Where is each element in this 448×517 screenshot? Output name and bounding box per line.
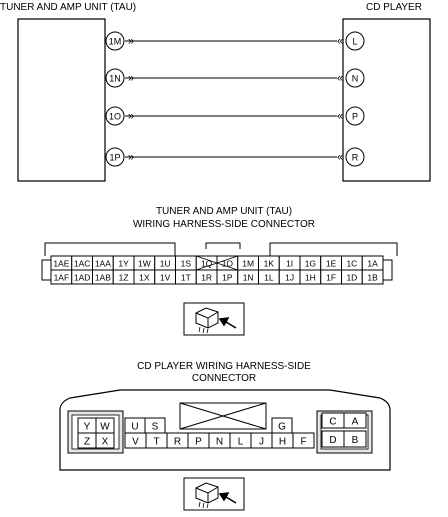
cd-pin-label: B bbox=[351, 435, 359, 446]
connection-1P-R bbox=[106, 148, 364, 166]
tau-pin-label: 1AE bbox=[53, 258, 70, 269]
tau-left-tab bbox=[42, 260, 51, 280]
tau-connector-title-1: TUNER AND AMP UNIT (TAU) bbox=[155, 206, 293, 217]
cd-pin-label: H bbox=[278, 436, 287, 448]
cd-terminal-label: L bbox=[352, 36, 358, 47]
cd-pin-label: R bbox=[173, 436, 182, 448]
tau-terminal-label: 1M bbox=[108, 36, 122, 47]
tau-connector-outline bbox=[45, 243, 397, 256]
cd-connector-title-1: CD PLAYER WIRING HARNESS-SIDE bbox=[137, 361, 311, 372]
tau-terminal-label: 1P bbox=[109, 152, 121, 163]
tau-side-arrow: » bbox=[127, 35, 135, 48]
connector-view-icon bbox=[184, 478, 244, 510]
tau-pin-label: 1D bbox=[346, 272, 358, 283]
tau-pin-label: 1N bbox=[242, 272, 254, 283]
connection-1M-L bbox=[106, 32, 364, 50]
cd-terminal-label: N bbox=[351, 73, 359, 84]
tau-side-arrow: » bbox=[127, 110, 135, 123]
tau-unit-label: TUNER AND AMP UNIT (TAU) bbox=[0, 2, 137, 13]
cd-pin-label: A bbox=[351, 416, 359, 428]
tau-unit-box bbox=[18, 19, 105, 181]
connection-1O-P bbox=[106, 107, 364, 125]
tau-pin-label: 1B bbox=[367, 272, 378, 283]
cd-pin-label: W bbox=[100, 421, 110, 433]
tau-pin-label: 1H bbox=[304, 272, 316, 283]
tau-pin-label: 1E bbox=[325, 258, 337, 269]
tau-pin-label: 1C bbox=[346, 258, 358, 269]
cd-pin-label: X bbox=[101, 436, 109, 448]
tau-pin-label: 1G bbox=[304, 258, 317, 269]
cd-terminal-label: R bbox=[351, 152, 359, 163]
cd-player-unit-label: CD PLAYER bbox=[366, 2, 422, 13]
tau-side-arrow: » bbox=[127, 151, 135, 164]
cd-side-arrow: « bbox=[336, 72, 344, 85]
cd-pin-label: G bbox=[278, 421, 286, 433]
tau-connector-title-2: WIRING HARNESS-SIDE CONNECTOR bbox=[132, 219, 316, 230]
tau-pin-label: 1P bbox=[222, 272, 233, 283]
tau-pin-label: 1Z bbox=[118, 272, 129, 283]
cd-pin-label: L bbox=[237, 436, 244, 448]
cd-pin-label: N bbox=[215, 436, 224, 448]
cd-connector-title-2: CONNECTOR bbox=[191, 373, 257, 384]
tau-pin-label: 1A bbox=[367, 258, 378, 269]
tau-pin-label: 1L bbox=[264, 272, 274, 283]
connector-view-icon bbox=[184, 303, 244, 335]
tau-pin-label: 1K bbox=[263, 258, 275, 269]
tau-pin-label: 1I bbox=[286, 258, 294, 269]
tau-terminal-label: 1N bbox=[109, 73, 121, 84]
cd-pin-label: P bbox=[195, 436, 202, 448]
tau-pin-label: 1S bbox=[180, 258, 192, 269]
tau-pin-label: 1AC bbox=[73, 258, 91, 269]
tau-side-arrow: » bbox=[127, 72, 135, 85]
cd-pin-label: Y bbox=[83, 421, 91, 433]
tau-pin-label: 1J bbox=[285, 272, 295, 283]
tau-terminal-label: 1O bbox=[108, 111, 122, 122]
cd-terminal-label: P bbox=[351, 111, 359, 122]
tau-pin-label: 1T bbox=[180, 272, 191, 283]
cd-pin-label: F bbox=[300, 436, 307, 448]
cd-pin-label: J bbox=[259, 436, 264, 448]
tau-pin-label: 1M bbox=[242, 258, 255, 269]
tau-pin-label: 1X bbox=[139, 272, 150, 283]
tau-pin-label: 1Y bbox=[118, 258, 129, 269]
cd-pin-label: C bbox=[329, 416, 337, 428]
cd-pin-label: V bbox=[132, 436, 139, 448]
cd-pin-label: Z bbox=[83, 436, 91, 448]
tau-connector-pins bbox=[42, 256, 392, 284]
tau-pin-label: 1F bbox=[326, 272, 337, 283]
cd-side-arrow: « bbox=[336, 110, 344, 123]
connection-lines bbox=[106, 32, 364, 166]
tau-right-tab bbox=[383, 260, 392, 280]
tau-pin-label: 1AF bbox=[53, 272, 70, 283]
tau-pin-label: 1R bbox=[201, 272, 213, 283]
tau-pin-label: 1W bbox=[138, 258, 151, 269]
cd-pin-label: U bbox=[131, 421, 139, 433]
cd-pin-label: T bbox=[153, 436, 160, 448]
tau-pin-label: 1AD bbox=[73, 272, 91, 283]
cd-pin-label: D bbox=[329, 435, 337, 446]
cd-side-arrow: « bbox=[336, 151, 344, 164]
tau-pin-label: 1Q bbox=[200, 258, 213, 269]
tau-pin-label: 1AB bbox=[94, 272, 111, 283]
cd-side-arrow: « bbox=[336, 35, 344, 48]
cd-pin-label: S bbox=[151, 421, 159, 433]
tau-pin-label: 1AA bbox=[94, 258, 111, 269]
connection-1N-N bbox=[106, 69, 364, 87]
tau-pin-label: 1V bbox=[159, 272, 171, 283]
tau-pin-label: 1U bbox=[159, 258, 171, 269]
tau-pin-label: 1O bbox=[221, 258, 234, 269]
